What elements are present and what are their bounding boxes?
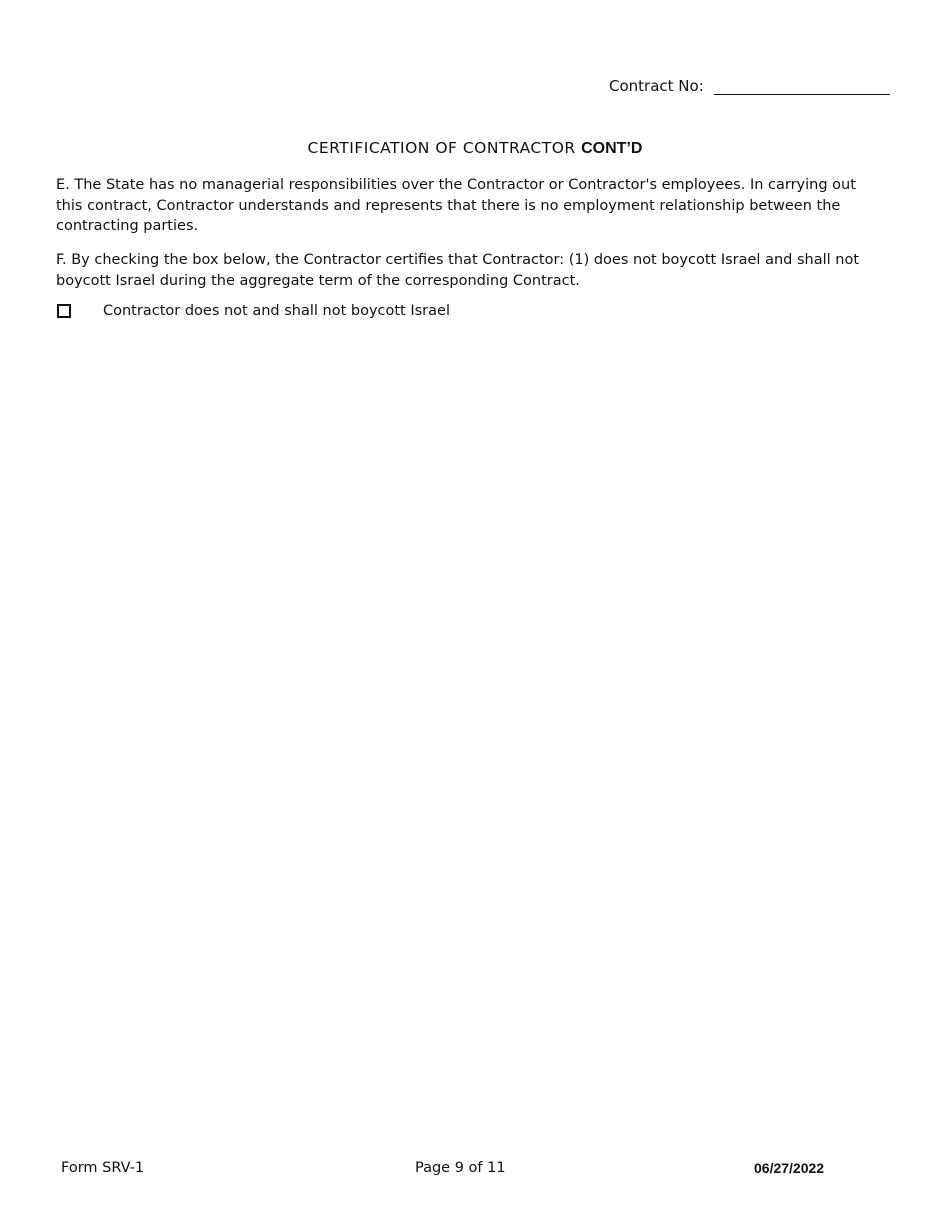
contract-number-field [609, 77, 890, 95]
title-suffix: CONT’D [581, 140, 643, 157]
footer-date: 06/27/2022 [754, 1160, 825, 1176]
footer-form-id: Form SRV-1 [61, 1160, 145, 1176]
contract-number-label: Contract No: [609, 77, 704, 95]
section-e-paragraph: E. The State has no managerial responsibilities over the Contractor or Contractor's employees. In carrying out this contract, Contractor understands and represents that there is no employment relationship between the contracting parties. [56, 177, 856, 234]
footer-page-number: Page 9 of 11 [415, 1160, 506, 1176]
boycott-certification-label: Contractor does not and shall not boycott Israel [103, 303, 450, 319]
boycott-certification-row [57, 303, 450, 319]
page-title [0, 139, 950, 158]
title-main: CERTIFICATION OF CONTRACTOR [307, 139, 576, 157]
contract-number-input[interactable] [714, 77, 890, 95]
boycott-certification-checkbox[interactable] [57, 304, 71, 318]
section-f-paragraph: F. By checking the box below, the Contractor certifies that Contractor: (1) does not boycott Israel and shall not boycott Israel during the aggregate term of the corresponding Contract. [56, 252, 860, 289]
